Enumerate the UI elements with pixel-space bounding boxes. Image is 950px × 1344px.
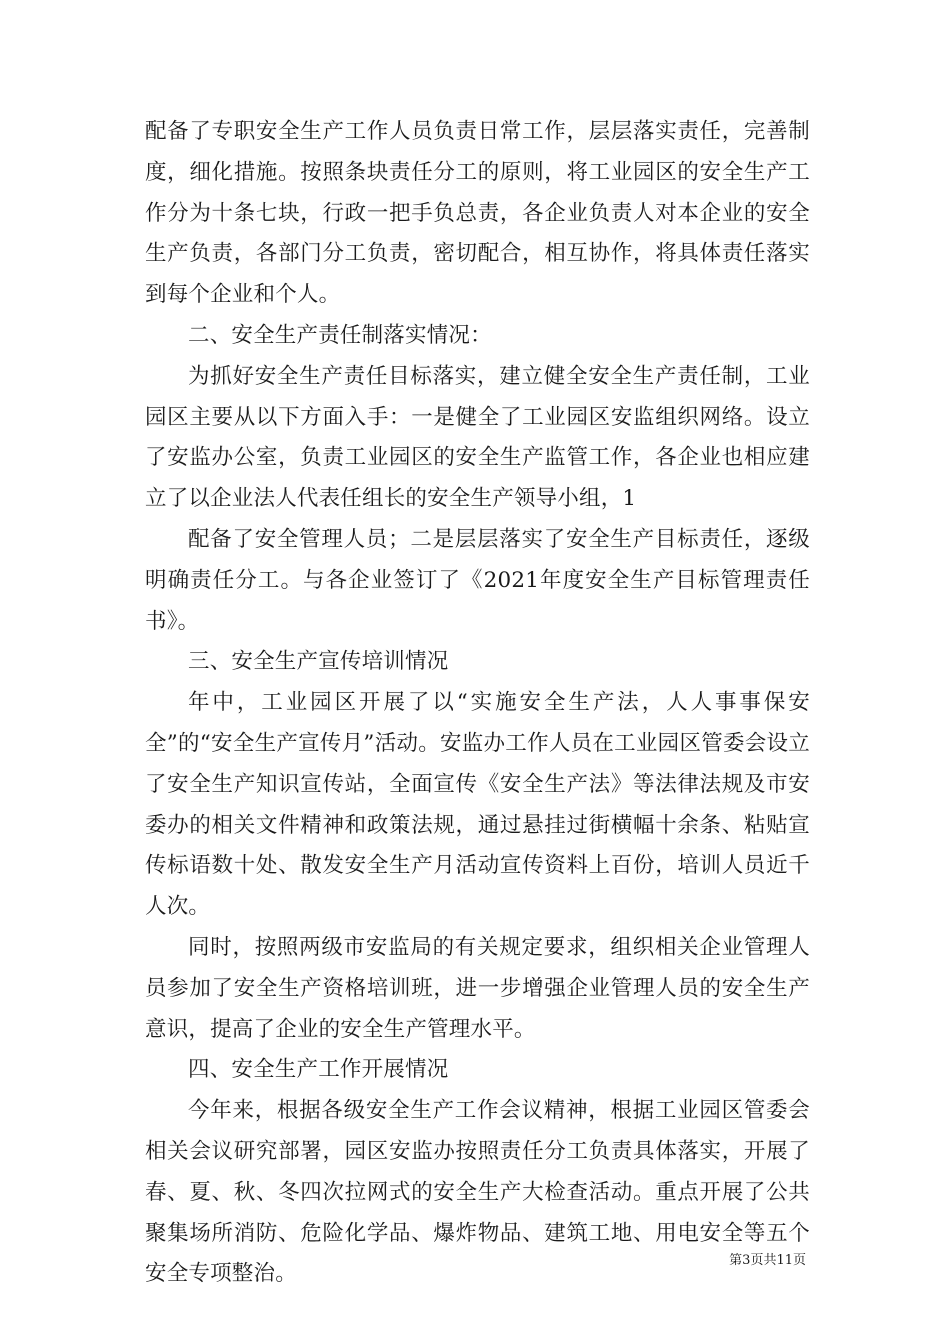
heading-section-four: 四、安全生产工作开展情况 bbox=[188, 1057, 449, 1083]
paragraph-qualification-training: 同时，按照两级市安监局的有关规定要求，组织相关企业管理人员参加了安全生产资格培训班，进一步增强企业管理人员的安全生产意识，提高了企业的安全生产管理水平。 bbox=[145, 934, 810, 1042]
paragraph-responsibility-implementation: 为抓好安全生产责任目标落实，建立健全安全生产责任制，工业园区主要从以下方面入手：一是健全了工业园区安监组织网络。设立了安监办公室，负责工业园区的安全生产监管工作，各企业也相应建立了以企业法人代表任组长的安全生产领导小组，1 bbox=[145, 363, 810, 512]
page-number: 第3页共11页 bbox=[729, 1253, 806, 1268]
paragraph-safety-month: 年中，工业园区开展了以“实施安全生产法，人人事事保安全”的“安全生产宣传月”活动。安监办工作人员在工业园区管委会设立了安全生产知识宣传站，全面宣传《安全生产法》等法律法规及市安委办的相关文件精神和政策法规，通过悬挂过街横幅十余条、粘贴宣传标语数十处、散发安全生产月活动宣传资料上百份，培训人员近千人次。 bbox=[145, 690, 810, 920]
body-text bbox=[145, 112, 810, 1295]
paragraph-responsibility-setup: 配备了专职安全生产工作人员负责日常工作，层层落实责任，完善制度，细化措施。按照条块责任分工的原则，将工业园区的安全生产工作分为十条七块，行政一把手负总责，各企业负责人对本企业的安全生产负责，各部门分工负责，密切配合，相互协作，将具体责任落实到每个企业和个人。 bbox=[145, 119, 810, 308]
paragraph-inspections: 今年来，根据各级安全生产工作会议精神，根据工业园区管委会相关会议研究部署，园区安监办按照责任分工负责具体落实，开展了春、夏、秋、冬四次拉网式的安全生产大检查活动。重点开展了公共聚集场所消防、危险化学品、爆炸物品、建筑工地、用电安全等五个安全专项整治。 bbox=[145, 1098, 810, 1287]
paragraph-safety-staff: 配备了安全管理人员；二是层层落实了安全生产目标责任，逐级明确责任分工。与各企业签订了《2021年度安全生产目标管理责任书》。 bbox=[145, 526, 810, 634]
heading-section-three: 三、安全生产宣传培训情况 bbox=[188, 649, 449, 675]
heading-section-two: 二、安全生产责任制落实情况： bbox=[188, 322, 492, 348]
